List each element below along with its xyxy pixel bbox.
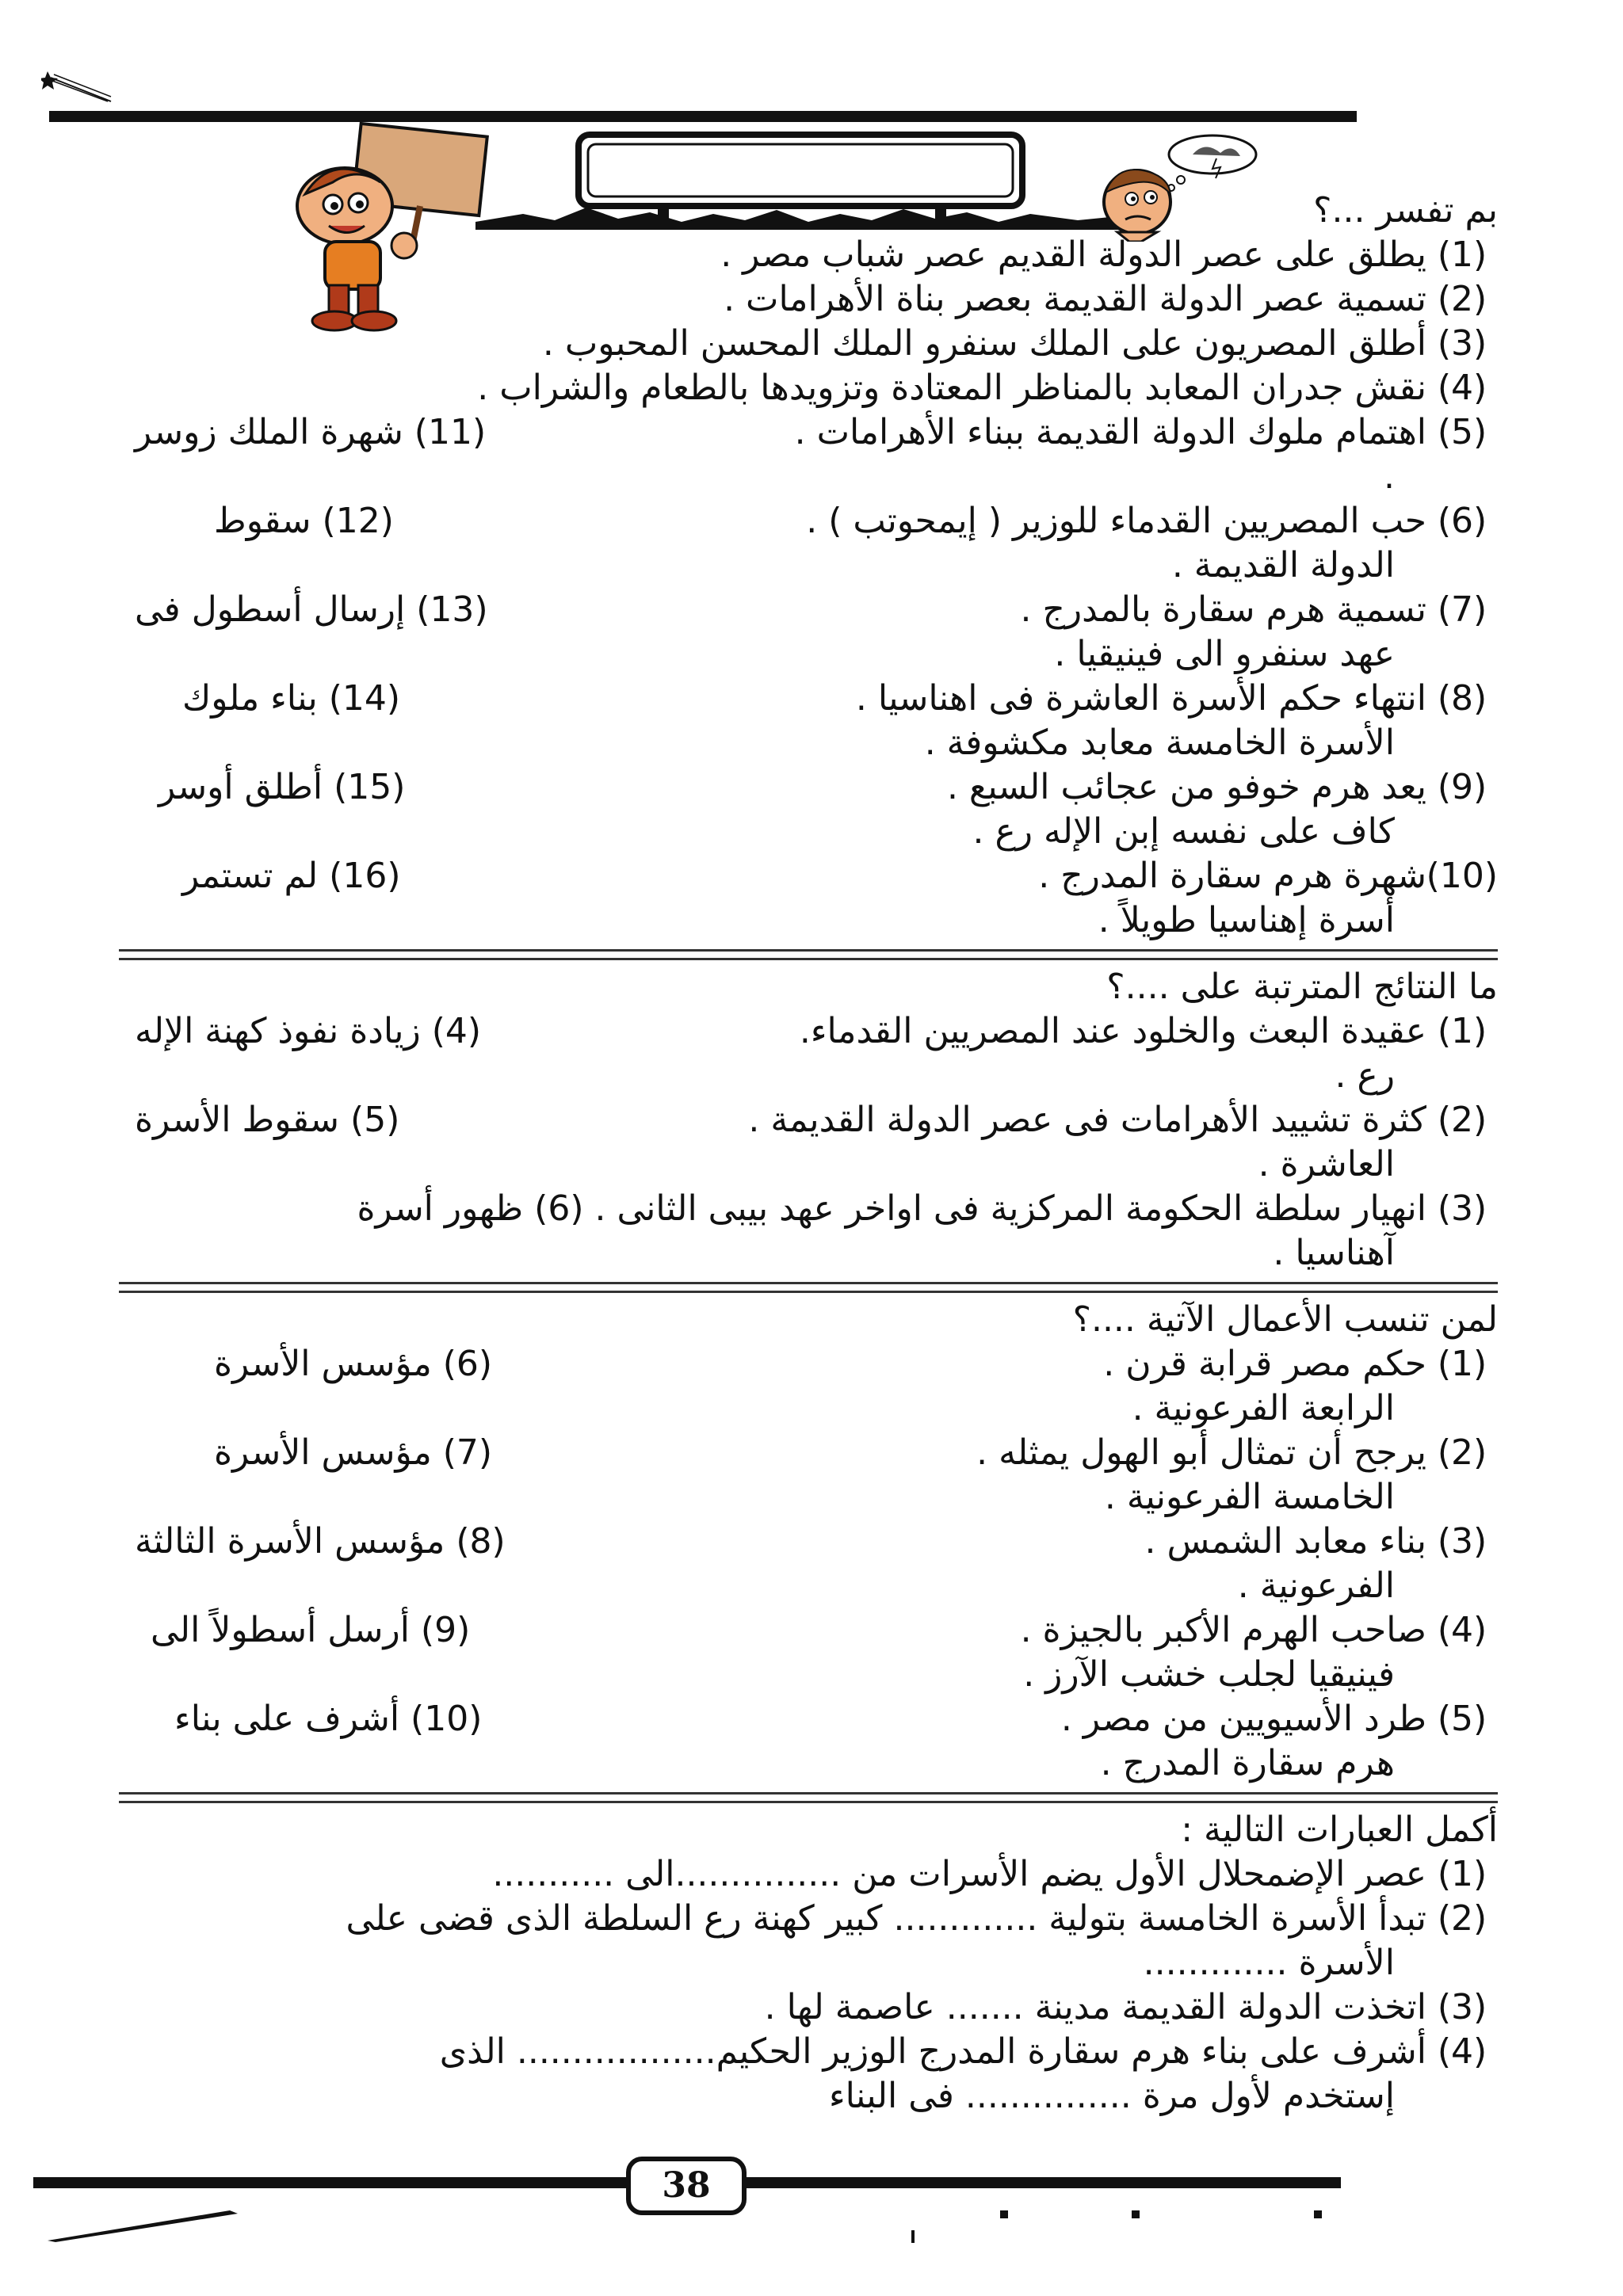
list-item-continuation: كاف على نفسه إبن الإله رع .: [972, 811, 1395, 852]
list-item: (10)شهرة هرم سقارة المدرج . (16) لم تستمر: [182, 856, 1498, 896]
list-item: (3)انهيار سلطة الحكومة المركزية فى اواخر عهد بيبى الثانى . (6) ظهور أسرة: [357, 1188, 1487, 1229]
list-item: (2)يرجح أن تمثال أبو الهول يمثله . (7) مؤسس الأسرة: [214, 1432, 1487, 1473]
list-item: (1)حكم مصر قرابة قرن . (6) مؤسس الأسرة: [214, 1344, 1487, 1384]
list-item-continuation: الفرعونية .: [1237, 1566, 1395, 1606]
list-item: (5)طرد الأسيويين من مصر . (10) أشرف على بناء: [174, 1699, 1487, 1739]
footer-slant-line: [48, 2210, 238, 2242]
list-item-continuation: العاشرة .: [1258, 1144, 1395, 1184]
list-item: (3)بناء معابد الشمس . (8) مؤسس الأسرة الثالثة: [135, 1521, 1487, 1562]
list-item: (4)نقش جدران المعابد بالمناظر المعتادة وتزويدها بالطعام والشراب .: [477, 368, 1487, 408]
list-item: (2)تبدأ الأسرة الخامسة بتولية ............. كبير كهنة رع السلطة الذى قضى على: [346, 1898, 1487, 1939]
page-number: 38: [626, 2157, 747, 2215]
list-item: (8)انتهاء حكم الأسرة العاشرة فى اهناسيا . (14) بناء ملوك: [182, 678, 1487, 719]
footer-tick: [911, 2230, 915, 2243]
section-title: لمن تنسب الأعمال الآتية ....؟: [1072, 1299, 1498, 1340]
footer-dot: [1000, 2210, 1008, 2218]
list-item-continuation: الدولة القديمة .: [1171, 545, 1395, 585]
list-item-continuation: عهد سنفرو الى فينيقيا .: [1054, 634, 1395, 674]
list-item-continuation: أسرة إهناسيا طويلاً .: [1098, 900, 1395, 940]
list-item: (1)عصر الإضمحلال الأول يضم الأسرات من ...............الى ...........: [492, 1854, 1487, 1894]
list-item: (3)أطلق المصريون على الملك سنفرو الملك المحسن المحبوب .: [542, 323, 1487, 364]
list-item: (2)كثرة تشييد الأهرامات فى عصر الدولة القديمة . (5) سقوط الأسرة: [135, 1100, 1487, 1140]
shooting-star-icon: [41, 63, 113, 103]
section-divider: [119, 1282, 1498, 1293]
list-item-continuation: هرم سقارة المدرج .: [1100, 1743, 1395, 1783]
footer-dot: [1314, 2210, 1322, 2218]
section-divider: [119, 1792, 1498, 1803]
list-item-continuation: .: [1384, 456, 1395, 497]
list-item-continuation: إستخدم لأول مرة ............... فى البناء: [828, 2076, 1395, 2116]
list-item-continuation: رع .: [1335, 1055, 1395, 1096]
list-item: (4)أشرف على بناء هرم سقارة المدرج الوزير الحكيم.................. الذى: [439, 2031, 1487, 2072]
section-title: ما النتائج المترتبة على ....؟: [1106, 967, 1498, 1007]
list-item-continuation: فينيقيا لجلب خشب الآرز .: [1023, 1654, 1395, 1695]
list-item: (2)تسمية عصر الدولة القديمة بعصر بناة الأهرامات .: [724, 279, 1487, 319]
footer-dot: [1132, 2210, 1140, 2218]
list-item-continuation: الخامسة الفرعونية .: [1104, 1477, 1395, 1517]
section-title: أكمل العبارات التالية :: [1181, 1810, 1498, 1850]
list-item: (7)تسمية هرم سقارة بالمدرج . (13) إرسال أسطول فى: [135, 589, 1487, 630]
list-item: (4)صاحب الهرم الأكبر بالجيزة . (9) أرسل أسطولاً الى: [151, 1610, 1487, 1650]
list-item: (6)حب المصريين القدماء للوزير ( إيمحوتب ) . (12) سقوط: [214, 501, 1487, 541]
list-item-continuation: الأسرة .............: [1143, 1943, 1395, 1983]
worksheet-content: [119, 189, 1498, 2119]
section-title: بم تفسر ...؟: [1313, 190, 1498, 231]
list-item: (1)يطلق على عصر الدولة القديم عصر شباب مصر .: [720, 235, 1487, 275]
list-item: (1)عقيدة البعث والخلود عند المصريين القدماء. (4) زيادة نفوذ كهنة الإله: [135, 1011, 1487, 1051]
list-item: (3)اتخذت الدولة القديمة مدينة ....... عاصمة لها .: [764, 1987, 1487, 2027]
section-divider: [119, 949, 1498, 960]
list-item: (5)اهتمام ملوك الدولة القديمة ببناء الأهرامات . (11) شهرة الملك زوسر: [135, 412, 1487, 452]
list-item: (9)يعد هرم خوفو من عجائب السبع . (15) أطلق أوسر: [158, 767, 1487, 807]
list-item-continuation: الأسرة الخامسة معابد مكشوفة .: [924, 723, 1395, 763]
list-item-continuation: الرابعة الفرعونية .: [1132, 1388, 1395, 1428]
list-item-continuation: آهناسيا .: [1273, 1233, 1395, 1273]
